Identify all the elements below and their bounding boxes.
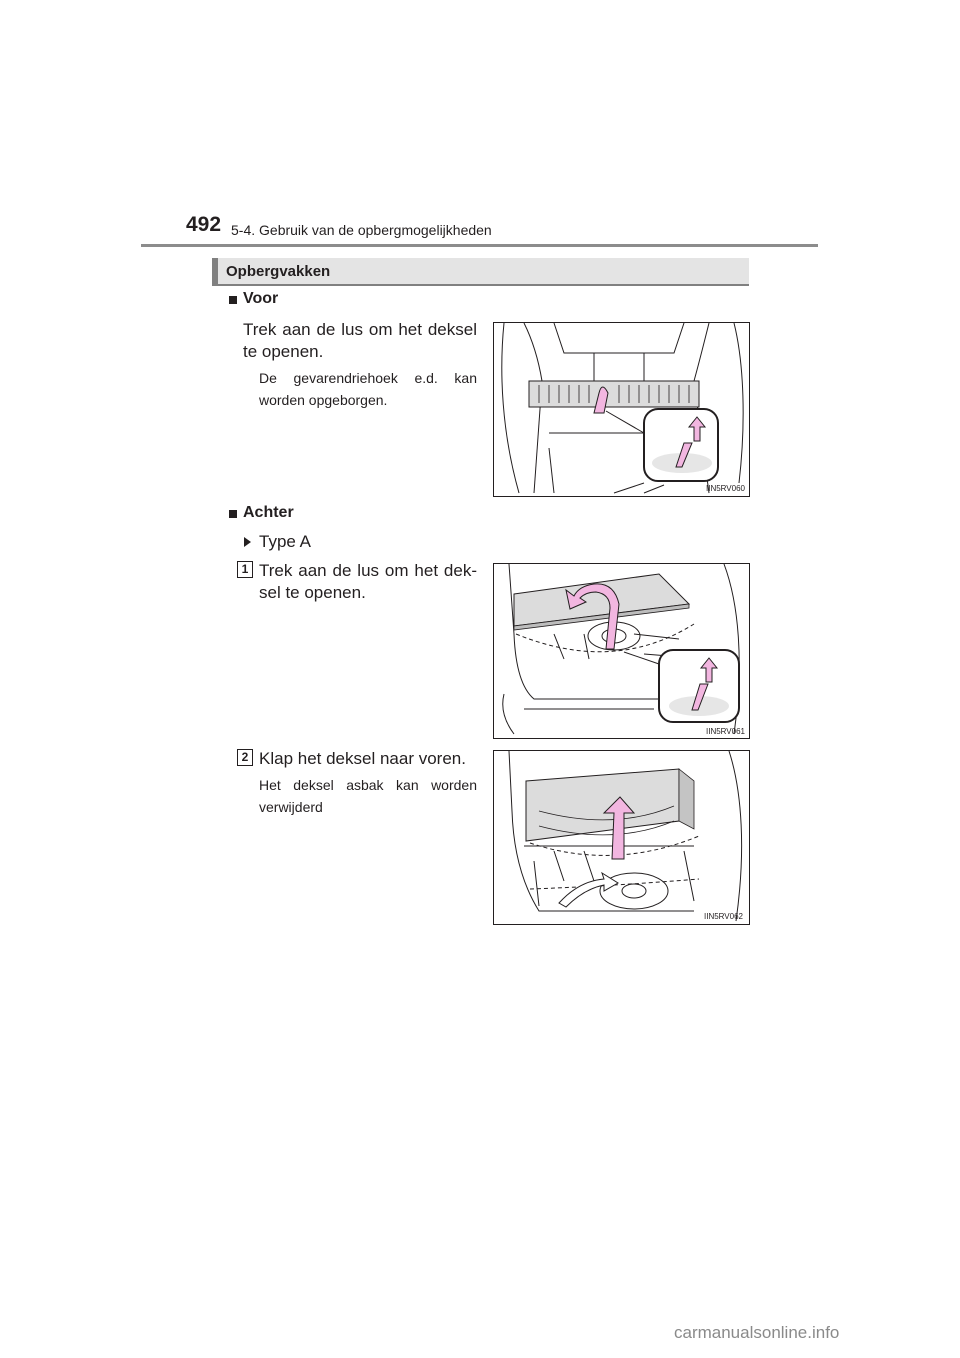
watermark: carmanualsonline.info <box>674 1323 840 1342</box>
front-note: De gevarendriehoek e.d. kan worden opgeborgen. <box>259 370 477 408</box>
header-rule <box>141 244 818 247</box>
heading-title: Opbergvakken <box>226 263 331 280</box>
step-2-text: Klap het deksel naar voren. <box>259 749 466 768</box>
rear-fold-lid-illustration <box>494 751 749 924</box>
heading-marker <box>212 258 218 284</box>
figure-rear-fold-lid <box>493 750 750 925</box>
type-label: Type A <box>259 532 311 551</box>
triangle-bullet-icon <box>244 537 251 547</box>
step-number-badge: 1 <box>237 561 253 578</box>
page-number: 492 <box>186 213 222 236</box>
subsection-title-front: Voor <box>243 290 279 307</box>
rear-open-lid-illustration <box>494 564 749 738</box>
figure-front-storage <box>493 322 750 497</box>
figure-code-062: IIN5RV062 <box>704 912 743 921</box>
step-2-note: Het deksel asbak kan worden verwijderd <box>259 777 477 815</box>
front-storage-illustration <box>494 323 749 496</box>
section-title: 5-4. Gebruik van de opbergmogelijkheden <box>231 222 492 238</box>
figure-code-060: IIN5RV060 <box>706 484 745 493</box>
step-1-text: Trek aan de lus om het dek-sel te openen. <box>259 561 477 602</box>
square-bullet-icon <box>229 296 237 304</box>
figure-code-061: IIN5RV061 <box>706 727 745 736</box>
step-number-badge: 2 <box>237 749 253 766</box>
subsection-title-rear: Achter <box>243 504 294 521</box>
square-bullet-icon <box>229 510 237 518</box>
front-instruction: Trek aan de lus om het deksel te openen. <box>243 320 477 361</box>
figure-rear-open-lid <box>493 563 750 739</box>
